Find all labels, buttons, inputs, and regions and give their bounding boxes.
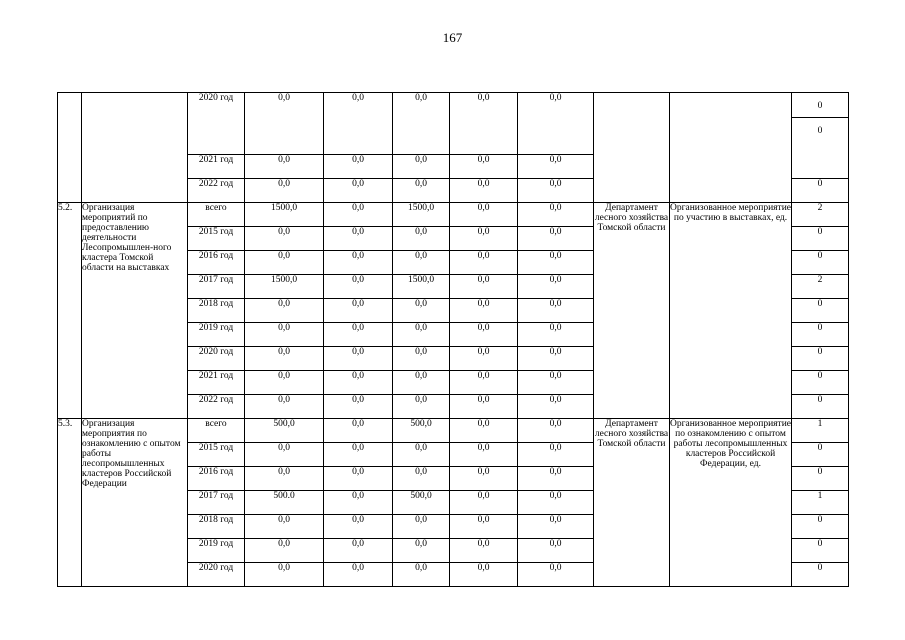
year-cell: 2020 год xyxy=(188,347,245,371)
value-cell: 0,0 xyxy=(518,563,594,587)
item-code: 5.3. xyxy=(58,419,82,587)
value-cell: 0,0 xyxy=(450,443,518,467)
value-cell: 0,0 xyxy=(450,323,518,347)
year-cell: 2018 год xyxy=(188,299,245,323)
value-cell: 0,0 xyxy=(324,491,393,515)
value-cell: 0,0 xyxy=(324,275,393,299)
indicator-value: 1 xyxy=(792,419,849,443)
indicator-value: 1 xyxy=(792,491,849,515)
year-cell: 2019 год xyxy=(188,539,245,563)
year-cell: 2021 год xyxy=(188,371,245,395)
value-cell: 0,0 xyxy=(393,515,450,539)
value-cell: 0,0 xyxy=(518,491,594,515)
value-cell: 0,0 xyxy=(450,491,518,515)
year-cell: всего xyxy=(188,203,245,227)
value-cell: 500,0 xyxy=(393,419,450,443)
year-cell: 2016 год xyxy=(188,467,245,491)
value-cell: 0,0 xyxy=(245,93,324,155)
value-cell: 0,0 xyxy=(518,347,594,371)
value-cell: 0,0 xyxy=(450,251,518,275)
indicator-value: 0 xyxy=(792,539,849,563)
value-cell: 0,0 xyxy=(324,347,393,371)
year-cell: 2018 год xyxy=(188,515,245,539)
indicator-value: 0 xyxy=(792,299,849,323)
indicator-value: 0 xyxy=(792,347,849,371)
value-cell: 0,0 xyxy=(324,563,393,587)
indicator-value-stack xyxy=(792,93,849,179)
value-cell: 0,0 xyxy=(393,347,450,371)
value-cell: 0,0 xyxy=(393,323,450,347)
value-cell: 0,0 xyxy=(450,539,518,563)
indicator-value: 0 xyxy=(817,101,823,111)
value-cell: 0,0 xyxy=(450,467,518,491)
value-cell: 0,0 xyxy=(518,155,594,179)
value-cell: 0,0 xyxy=(450,563,518,587)
indicator-value: 0 xyxy=(792,371,849,395)
value-cell: 0,0 xyxy=(393,155,450,179)
value-cell: 0,0 xyxy=(450,275,518,299)
value-cell: 0,0 xyxy=(245,155,324,179)
executor-cell: Департамент лесного хозяйства Томской области xyxy=(594,203,670,419)
year-cell: 2020 год xyxy=(188,93,245,155)
year-cell: 2017 год xyxy=(188,275,245,299)
value-cell: 0,0 xyxy=(518,515,594,539)
indicator-value: 0 xyxy=(792,443,849,467)
code-cell xyxy=(58,93,82,203)
value-cell: 0,0 xyxy=(518,299,594,323)
value-cell: 1500,0 xyxy=(245,203,324,227)
value-cell: 0,0 xyxy=(450,299,518,323)
value-cell: 0,0 xyxy=(245,299,324,323)
value-cell: 0,0 xyxy=(393,467,450,491)
value-cell: 0,0 xyxy=(245,251,324,275)
indicator-value: 0 xyxy=(792,251,849,275)
year-cell: 2019 год xyxy=(188,323,245,347)
value-cell: 0,0 xyxy=(518,419,594,443)
value-cell: 0,0 xyxy=(518,443,594,467)
indicator-cell: Организованное мероприятие по участию в выставках, ед. xyxy=(670,203,792,419)
indicator-value: 0 xyxy=(792,227,849,251)
value-cell: 0,0 xyxy=(324,93,393,155)
value-cell: 0,0 xyxy=(324,179,393,203)
table-row xyxy=(58,203,849,227)
indicator-cell: Организованное мероприятие по ознакомлению с опытом работы лесопромышленных кластеров Российской Федерации, ед. xyxy=(670,419,792,587)
value-cell: 0,0 xyxy=(518,371,594,395)
program-table xyxy=(57,92,849,587)
indicator-value: 0 xyxy=(792,323,849,347)
value-cell: 0,0 xyxy=(518,539,594,563)
indicator-value: 0 xyxy=(792,395,849,419)
item-name: Организация мероприятия по ознакомлению с опытом работы лесопромышленных кластеров Российской Федерации xyxy=(82,419,188,587)
value-cell: 0,0 xyxy=(245,395,324,419)
indicator-cell xyxy=(670,93,792,203)
value-cell: 500,0 xyxy=(245,419,324,443)
value-cell: 0,0 xyxy=(324,467,393,491)
value-cell: 0,0 xyxy=(393,251,450,275)
year-cell: 2020 год xyxy=(188,563,245,587)
value-cell: 0,0 xyxy=(324,539,393,563)
item-name: Организация мероприятий по предоставлению деятельности Лесопромышлен-ного кластера Томской области на выставках xyxy=(82,203,188,419)
value-cell: 0,0 xyxy=(393,395,450,419)
value-cell: 0,0 xyxy=(450,203,518,227)
indicator-value: 0 xyxy=(792,563,849,587)
value-cell: 0,0 xyxy=(393,563,450,587)
value-cell: 0,0 xyxy=(245,443,324,467)
value-cell: 0,0 xyxy=(518,251,594,275)
value-cell: 0,0 xyxy=(518,179,594,203)
value-cell: 0,0 xyxy=(393,371,450,395)
value-cell: 0,0 xyxy=(518,323,594,347)
value-cell: 0,0 xyxy=(518,395,594,419)
value-cell: 0,0 xyxy=(518,203,594,227)
value-cell: 0,0 xyxy=(324,155,393,179)
value-cell: 0,0 xyxy=(518,93,594,155)
value-cell: 0,0 xyxy=(450,227,518,251)
indicator-value: 0 xyxy=(792,467,849,491)
indicator-value: 2 xyxy=(792,275,849,299)
value-cell: 0,0 xyxy=(518,275,594,299)
value-cell: 1500,0 xyxy=(393,203,450,227)
value-cell: 0,0 xyxy=(324,371,393,395)
value-cell: 0,0 xyxy=(393,443,450,467)
value-cell: 0,0 xyxy=(450,371,518,395)
value-cell: 500.0 xyxy=(245,491,324,515)
value-cell: 0,0 xyxy=(324,443,393,467)
value-cell: 0,0 xyxy=(324,203,393,227)
value-cell: 1500,0 xyxy=(393,275,450,299)
value-cell: 0,0 xyxy=(393,227,450,251)
value-cell: 0,0 xyxy=(324,323,393,347)
year-cell: 2015 год xyxy=(188,227,245,251)
value-cell: 1500,0 xyxy=(245,275,324,299)
year-cell: 2017 год xyxy=(188,491,245,515)
page-number: 167 xyxy=(442,30,463,45)
table-row xyxy=(58,419,849,443)
year-cell: 2016 год xyxy=(188,251,245,275)
value-cell: 0,0 xyxy=(245,563,324,587)
item-code: 5.2. xyxy=(58,203,82,419)
value-cell: 0,0 xyxy=(450,419,518,443)
executor-cell: Департамент лесного хозяйства Томской области xyxy=(594,419,670,587)
indicator-value: 0 xyxy=(792,515,849,539)
indicator-value: 0 xyxy=(792,179,849,203)
value-cell: 0,0 xyxy=(245,227,324,251)
value-cell: 0,0 xyxy=(324,395,393,419)
value-cell: 0,0 xyxy=(518,467,594,491)
value-cell: 0,0 xyxy=(450,155,518,179)
value-cell: 0,0 xyxy=(393,179,450,203)
value-cell: 0,0 xyxy=(450,179,518,203)
value-cell: 0,0 xyxy=(324,251,393,275)
table-body xyxy=(58,93,849,587)
value-cell: 0,0 xyxy=(245,179,324,203)
value-cell: 0,0 xyxy=(450,347,518,371)
year-cell: всего xyxy=(188,419,245,443)
value-cell: 0,0 xyxy=(393,299,450,323)
value-cell: 0,0 xyxy=(245,515,324,539)
indicator-value: 0 xyxy=(792,117,848,141)
name-cell xyxy=(82,93,188,203)
value-cell: 0,0 xyxy=(393,93,450,155)
value-cell: 0,0 xyxy=(245,371,324,395)
value-cell: 0,0 xyxy=(393,539,450,563)
value-cell: 0,0 xyxy=(518,227,594,251)
indicator-value: 2 xyxy=(792,203,849,227)
value-cell: 0,0 xyxy=(450,515,518,539)
value-cell: 0,0 xyxy=(324,515,393,539)
value-cell: 0,0 xyxy=(245,323,324,347)
value-cell: 0,0 xyxy=(245,347,324,371)
value-cell: 0,0 xyxy=(450,395,518,419)
value-cell: 0,0 xyxy=(324,419,393,443)
year-cell: 2021 год xyxy=(188,155,245,179)
year-cell: 2022 год xyxy=(188,395,245,419)
value-cell: 0,0 xyxy=(324,227,393,251)
value-cell: 0,0 xyxy=(245,467,324,491)
value-cell: 500,0 xyxy=(393,491,450,515)
value-cell: 0,0 xyxy=(324,299,393,323)
executor-cell xyxy=(594,93,670,203)
value-cell: 0,0 xyxy=(450,93,518,155)
year-cell: 2022 год xyxy=(188,179,245,203)
table-row xyxy=(58,93,849,155)
year-cell: 2015 год xyxy=(188,443,245,467)
value-cell: 0,0 xyxy=(245,539,324,563)
